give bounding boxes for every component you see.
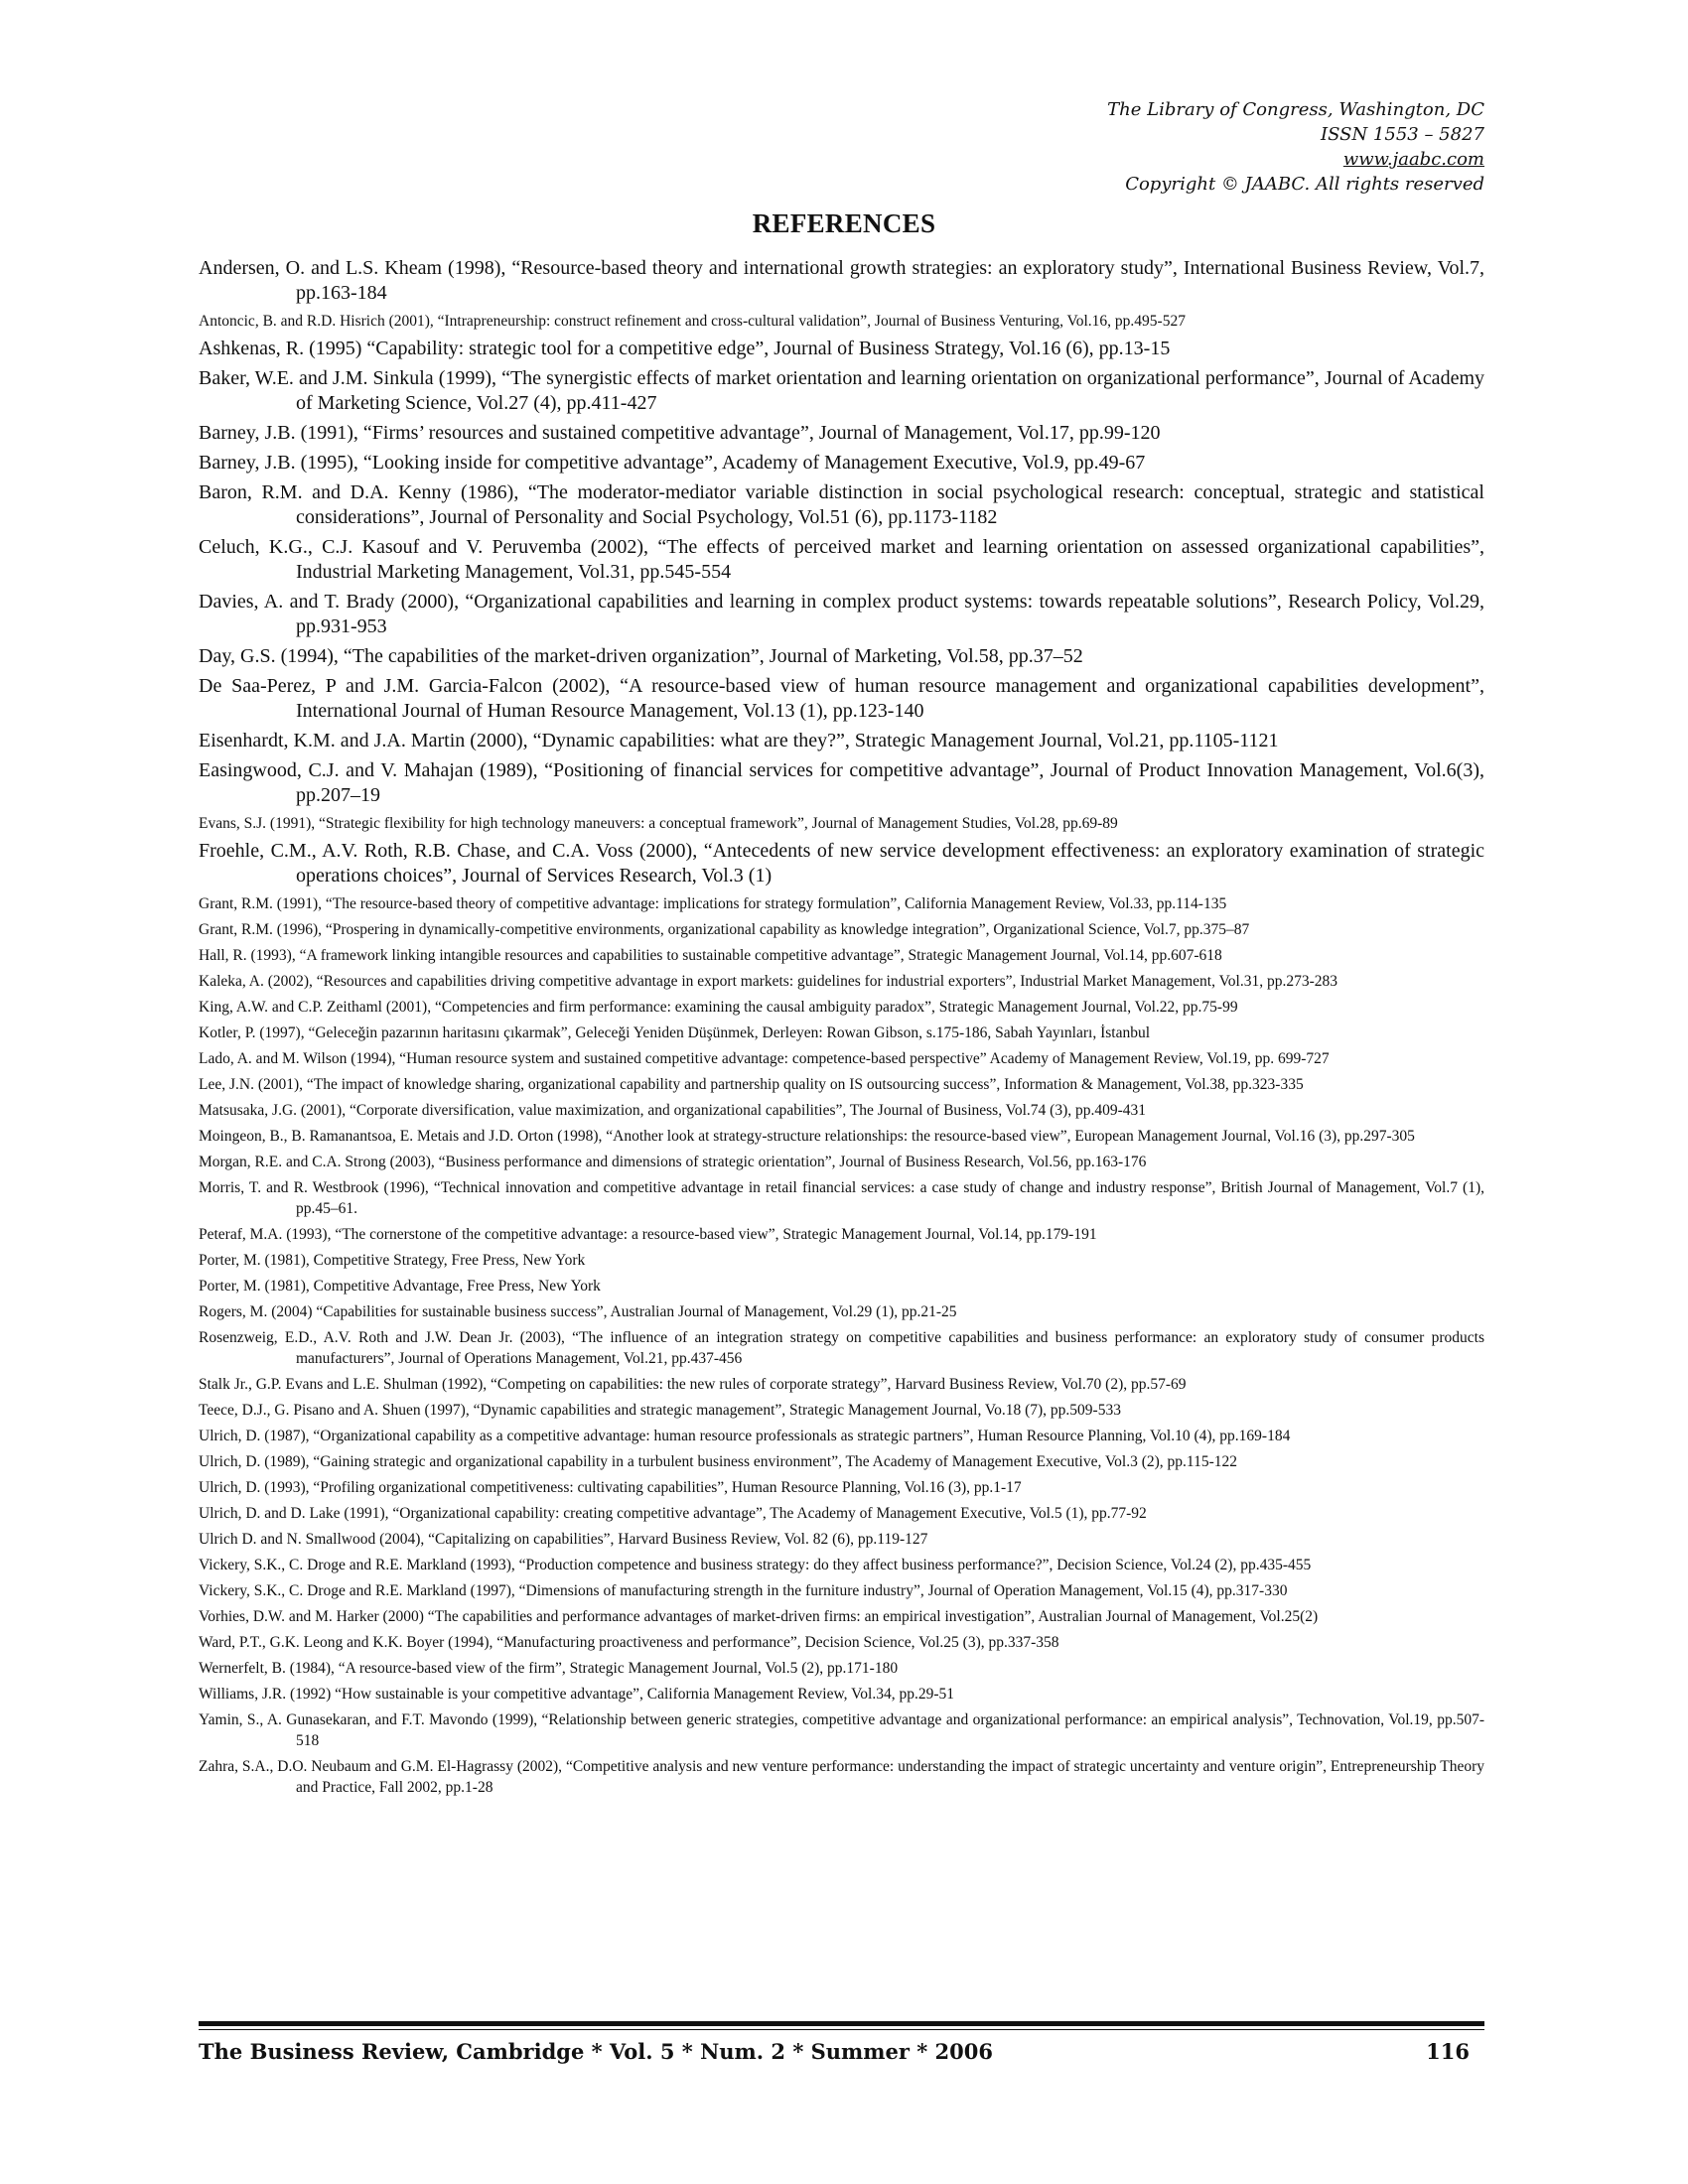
reference-entry: Vickery, S.K., C. Droge and R.E. Markland (1993), “Production competence and business strategy: do they affect business performance?”, Decision Science, Vol.24 (2), pp.435-455: [199, 1557, 1312, 1573]
reference-entry: Froehle, C.M., A.V. Roth, R.B. Chase, and C.A. Voss (2000), “Antecedents of new service development effectiveness: an exploratory examination of strategic operations choices”, Journal of Services Research, Vol.3 (1): [199, 840, 1484, 887]
reference-entry: Morgan, R.E. and C.A. Strong (2003), “Business performance and dimensions of strategic orientation”, Journal of Business Research, Vol.56, pp.163-176: [199, 1154, 1147, 1170]
header-issn-line: ISSN 1553 – 5827: [1321, 124, 1484, 145]
reference-entry: King, A.W. and C.P. Zeithaml (2001), “Competencies and firm performance: examining the causal ambiguity paradox”, Strategic Management Journal, Vol.22, pp.75-99: [199, 999, 1238, 1016]
reference-entry: De Saa-Perez, P and J.M. Garcia-Falcon (2002), “A resource-based view of human resource management and organizational capabilities development”, International Journal of Human Resource Management, Vol.13 (1), pp.123-140: [199, 675, 1484, 722]
reference-entry: Yamin, S., A. Gunasekaran, and F.T. Mavondo (1999), “Relationship between generic strategies, competitive advantage and organizational performance: an empirical analysis”, Technovation, Vol.19, pp.507-518: [199, 1711, 1484, 1749]
reference-entry: Hall, R. (1993), “A framework linking intangible resources and capabilities to sustainable competitive advantage”, Strategic Management Journal, Vol.14, pp.607-618: [199, 947, 1222, 964]
journal-header: [789, 97, 1484, 197]
reference-entry: Andersen, O. and L.S. Kheam (1998), “Resource-based theory and international growth strategies: an exploratory study”, International Business Review, Vol.7, pp.163-184: [199, 257, 1484, 304]
reference-entry: Ulrich, D. (1989), “Gaining strategic and organizational capability in a turbulent business environment”, The Academy of Management Executive, Vol.3 (2), pp.115-122: [199, 1453, 1237, 1470]
footer-journal-title: The Business Review, Cambridge * Vol. 5 * Num. 2 * Summer * 2006: [199, 2039, 993, 2064]
reference-entry: Zahra, S.A., D.O. Neubaum and G.M. El-Hagrassy (2002), “Competitive analysis and new venture performance: understanding the impact of strategic uncertainty and venture origin”, Entrepreneurship Theory and Practice, Fall 2002, pp.1-28: [199, 1758, 1484, 1796]
reference-entry: Antoncic, B. and R.D. Hisrich (2001), “Intrapreneurship: construct refinement and cross-cultural validation”, Journal of Business Venturing, Vol.16, pp.495-527: [199, 313, 1186, 330]
reference-entry: Barney, J.B. (1995), “Looking inside for competitive advantage”, Academy of Management Executive, Vol.9, pp.49-67: [199, 452, 1146, 474]
reference-entry: Lado, A. and M. Wilson (1994), “Human resource system and sustained competitive advantage: competence-based perspective” Academy of Management Review, Vol.19, pp. 699-727: [199, 1050, 1330, 1067]
header-library-line: The Library of Congress, Washington, DC: [1107, 99, 1484, 120]
header-website-link[interactable]: www.jaabc.com: [1342, 149, 1484, 170]
reference-entry: Vorhies, D.W. and M. Harker (2000) “The capabilities and performance advantages of market-driven firms: an empirical investigation”, Australian Journal of Management, Vol.25(2): [199, 1608, 1319, 1625]
reference-entry: Ward, P.T., G.K. Leong and K.K. Boyer (1994), “Manufacturing proactiveness and performance”, Decision Science, Vol.25 (3), pp.337-358: [199, 1634, 1059, 1651]
reference-entry: Davies, A. and T. Brady (2000), “Organizational capabilities and learning in complex product systems: towards repeatable solutions”, Research Policy, Vol.29, pp.931-953: [199, 591, 1484, 637]
reference-entry: Rogers, M. (2004) “Capabilities for sustainable business success”, Australian Journal of Management, Vol.29 (1), pp.21-25: [199, 1303, 957, 1320]
reference-entry: Ulrich, D. (1987), “Organizational capability as a competitive advantage: human resource professionals as strategic partners”, Human Resource Planning, Vol.10 (4), pp.169-184: [199, 1428, 1291, 1444]
reference-entry: Williams, J.R. (1992) “How sustainable is your competitive advantage”, California Management Review, Vol.34, pp.29-51: [199, 1686, 955, 1703]
reference-entry: Day, G.S. (1994), “The capabilities of the market-driven organization”, Journal of Marketing, Vol.58, pp.37–52: [199, 645, 1083, 667]
reference-entry: Kaleka, A. (2002), “Resources and capabilities driving competitive advantage in export markets: guidelines for industrial exporters”, Industrial Market Management, Vol.31, pp.273-283: [199, 973, 1337, 990]
reference-entry: Wernerfelt, B. (1984), “A resource-based view of the firm”, Strategic Management Journal, Vol.5 (2), pp.171-180: [199, 1660, 899, 1677]
header-copyright-line: Copyright © JAABC. All rights reserved: [1125, 174, 1484, 195]
reference-entry: Rosenzweig, E.D., A.V. Roth and J.W. Dean Jr. (2003), “The influence of an integration strategy on competitive capabilities and business performance: an exploratory study of consumer products manufacturers”, Journal of Operations Management, Vol.21, pp.437-456: [199, 1329, 1484, 1367]
reference-entry: Ulrich D. and N. Smallwood (2004), “Capitalizing on capabilities”, Harvard Business Review, Vol. 82 (6), pp.119-127: [199, 1531, 928, 1548]
reference-entry: Celuch, K.G., C.J. Kasouf and V. Peruvemba (2002), “The effects of perceived market and learning orientation on assessed organizational capabilities”, Industrial Marketing Management, Vol.31, pp.545-554: [199, 536, 1484, 583]
reference-entry: Ulrich, D. and D. Lake (1991), “Organizational capability: creating competitive advantage”, The Academy of Management Executive, Vol.5 (1), pp.77-92: [199, 1505, 1147, 1522]
footer-rule-thin: [199, 2029, 1484, 2030]
reference-entry: Kotler, P. (1997), “Geleceğin pazarının haritasını çıkarmak”, Geleceği Yeniden Düşünmek, Derleyen: Rowan Gibson, s.175-186, Sabah Yayınları, İstanbul: [199, 1024, 1151, 1041]
reference-entry: Evans, S.J. (1991), “Strategic flexibility for high technology maneuvers: a conceptual framework”, Journal of Management Studies, Vol.28, pp.69-89: [199, 815, 1118, 832]
reference-entry: Peteraf, M.A. (1993), “The cornerstone of the competitive advantage: a resource-based view”, Strategic Management Journal, Vol.14, pp.179-191: [199, 1226, 1097, 1243]
reference-entry: Ulrich, D. (1993), “Profiling organizational competitiveness: cultivating capabilities”, Human Resource Planning, Vol.16 (3), pp.1-17: [199, 1479, 1022, 1496]
page-footer: [199, 2039, 1470, 2071]
reference-entry: Morris, T. and R. Westbrook (1996), “Technical innovation and competitive advantage in retail financial services: a case study of change and industry response”, British Journal of Management, Vol.7 (1), pp.45–61.: [199, 1179, 1484, 1217]
section-title: REFERENCES: [752, 208, 936, 238]
page-number: 116: [1426, 2039, 1470, 2064]
reference-entry: Moingeon, B., B. Ramanantsoa, E. Metais and J.D. Orton (1998), “Another look at strategy-structure relationships: the resource-based view”, European Management Journal, Vol.16 (3), pp.297-305: [199, 1128, 1415, 1145]
reference-entry: Porter, M. (1981), Competitive Advantage, Free Press, New York: [199, 1278, 601, 1295]
reference-entry: Matsusaka, J.G. (2001), “Corporate diversification, value maximization, and organizational capabilities”, The Journal of Business, Vol.74 (3), pp.409-431: [199, 1102, 1147, 1119]
reference-entry: Ashkenas, R. (1995) “Capability: strategic tool for a competitive edge”, Journal of Business Strategy, Vol.16 (6), pp.13-15: [199, 338, 1171, 359]
footer-rule-thick: [199, 2021, 1484, 2026]
reference-entry: Baron, R.M. and D.A. Kenny (1986), “The moderator-mediator variable distinction in social psychological research: conceptual, strategic and statistical considerations”, Journal of Personality and Social Psychology, Vol.51 (6), pp.1173-1182: [199, 481, 1484, 528]
reference-list: [199, 256, 1484, 1803]
reference-entry: Grant, R.M. (1996), “Prospering in dynamically-competitive environments, organizational capability as knowledge integration”, Organizational Science, Vol.7, pp.375–87: [199, 921, 1250, 938]
reference-entry: Baker, W.E. and J.M. Sinkula (1999), “The synergistic effects of market orientation and learning orientation on organizational performance”, Journal of Academy of Marketing Science, Vol.27 (4), pp.411-427: [199, 367, 1484, 414]
reference-entry: Eisenhardt, K.M. and J.A. Martin (2000), “Dynamic capabilities: what are they?”, Strategic Management Journal, Vol.21, pp.1105-1121: [199, 730, 1279, 751]
reference-entry: Easingwood, C.J. and V. Mahajan (1989), “Positioning of financial services for competitive advantage”, Journal of Product Innovation Management, Vol.6(3), pp.207–19: [199, 759, 1484, 806]
reference-entry: Grant, R.M. (1991), “The resource-based theory of competitive advantage: implications for strategy formulation”, California Management Review, Vol.33, pp.114-135: [199, 895, 1227, 912]
reference-entry: Lee, J.N. (2001), “The impact of knowledge sharing, organizational capability and partnership quality on IS outsourcing success”, Information & Management, Vol.38, pp.323-335: [199, 1076, 1304, 1093]
reference-entry: Barney, J.B. (1991), “Firms’ resources and sustained competitive advantage”, Journal of Management, Vol.17, pp.99-120: [199, 422, 1161, 444]
reference-entry: Teece, D.J., G. Pisano and A. Shuen (1997), “Dynamic capabilities and strategic management”, Strategic Management Journal, Vo.18 (7), pp.509-533: [199, 1402, 1121, 1419]
reference-entry: Porter, M. (1981), Competitive Strategy, Free Press, New York: [199, 1252, 586, 1269]
reference-entry: Vickery, S.K., C. Droge and R.E. Markland (1997), “Dimensions of manufacturing strength in the furniture industry”, Journal of Operation Management, Vol.15 (4), pp.317-330: [199, 1582, 1288, 1599]
reference-entry: Stalk Jr., G.P. Evans and L.E. Shulman (1992), “Competing on capabilities: the new rules of corporate strategy”, Harvard Business Review, Vol.70 (2), pp.57-69: [199, 1376, 1187, 1393]
